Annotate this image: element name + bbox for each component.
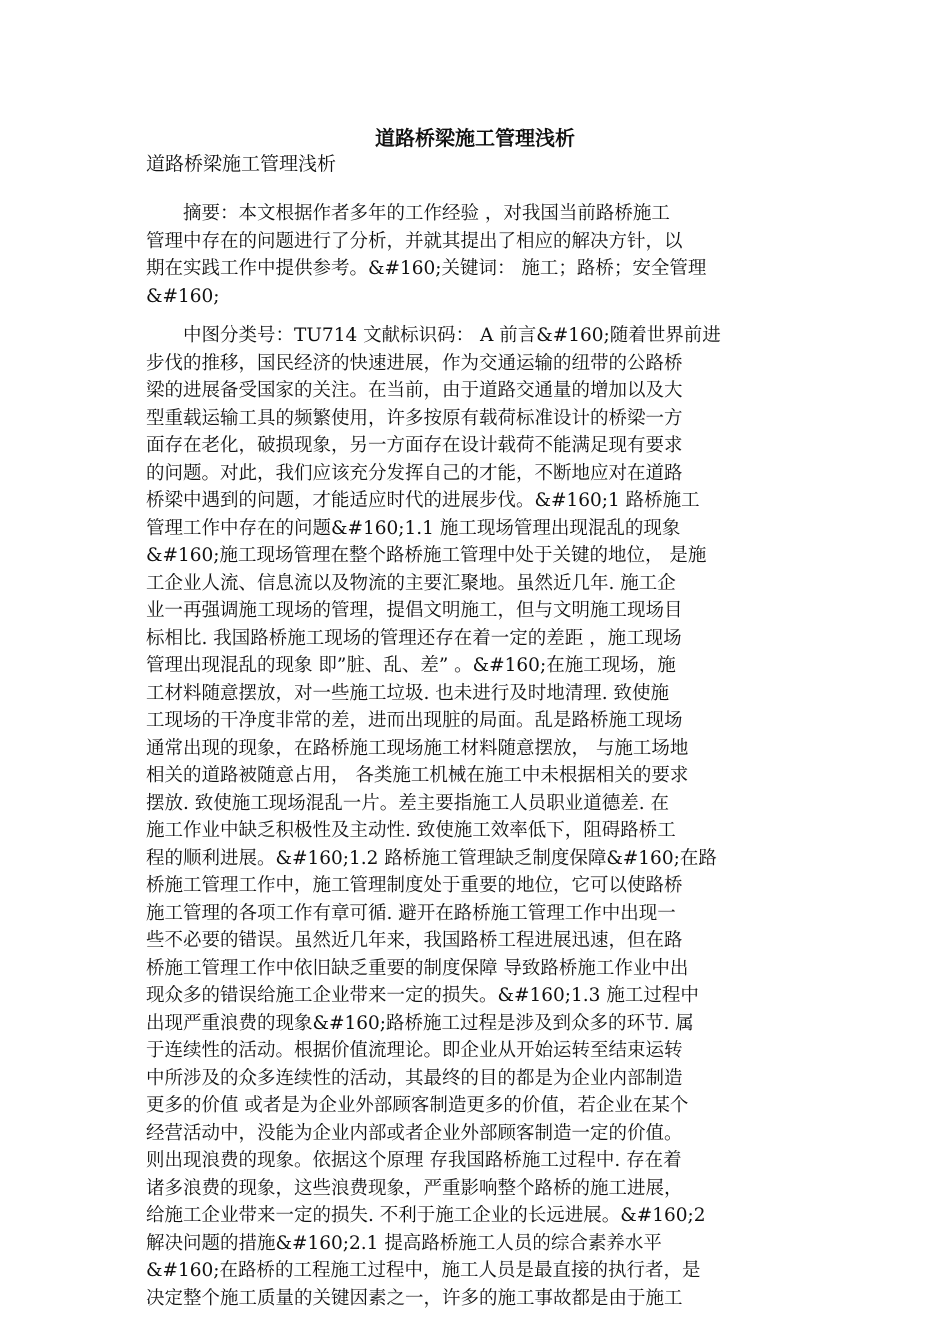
text-line: 施工管理的各项工作有章可循. 避开在路桥施工管理工作中出现一 (146, 902, 676, 924)
text-line: 桥施工管理工作中依旧缺乏重要的制度保障 导致路桥施工作业中出 (146, 957, 689, 979)
text-line: 相关的道路被随意占用， 各类施工机械在施工中未根据相关的要求 (146, 765, 689, 786)
text-line: 业一再强调施工现场的管理，提倡文明施工，但与文明施工现场目 (146, 600, 683, 621)
text-line: 出现严重浪费的现象&#160;路桥施工过程是涉及到众多的环节. 属 (146, 1012, 694, 1034)
text-line: 解决问题的措施&#160;2.1 提高路桥施工人员的综合素养水平 (146, 1232, 662, 1254)
text-line: 经营活动中，没能为企业内部或者企业外部顾客制造一定的价值。 (146, 1122, 683, 1144)
body-paragraph (146, 322, 816, 1312)
text-line: 管理工作中存在的问题&#160;1.1 施工现场管理出现混乱的现象 (146, 517, 681, 539)
text-line: 现众多的错误给施工企业带来一定的损失。&#160;1.3 施工过程中 (146, 985, 699, 1006)
text-line: 步伐的推移，国民经济的快速进展，作为交通运输的纽带的公路桥 (146, 352, 683, 374)
text-line: 面存在老化，破损现象，另一方面存在设计载荷不能满足现有要求 (146, 435, 683, 456)
text-line: 摆放. 致使施工现场混乱一片。差主要指施工人员职业道德差. 在 (146, 792, 670, 814)
text-line: 更多的价值 或者是为企业外部顾客制造更多的价值，若企业在某个 (146, 1095, 689, 1116)
text-line: 诸多浪费的现象，这些浪费现象，严重影响整个路桥的施工进展， (146, 1177, 683, 1199)
text-line: 管理出现混乱的现象 即”脏、乱、差” 。&#160;在施工现场，施 (146, 655, 676, 676)
text-line: &#160;在路桥的工程施工过程中，施工人员是最直接的执行者，是 (146, 1260, 701, 1281)
text-line: 施工作业中缺乏积极性及主动性. 致使施工效率低下，阻碍路桥工 (146, 820, 676, 841)
text-line: 期在实践工作中提供参考。&#160;关键词： 施工；路桥；安全管理 (146, 258, 707, 279)
text-line: 管理中存在的问题进行了分析，并就其提出了相应的解决方针，以 (146, 230, 683, 252)
text-line: 梁的进展备受国家的关注。在当前，由于道路交通量的增加以及大 (146, 380, 683, 401)
text-line: 摘要：本文根据作者多年的工作经验 ，对我国当前路桥施工 (146, 203, 670, 224)
text-line: 的问题。对此，我们应该充分发挥自己的才能，不断地应对在道路 (146, 462, 683, 484)
text-line: 中所涉及的众多连续性的活动，其最终的目的都是为企业内部制造 (146, 1067, 683, 1089)
text-line: &#160;施工现场管理在整个路桥施工管理中处于关键的地位， 是施 (146, 545, 707, 566)
text-line: 桥施工管理工作中，施工管理制度处于重要的地位，它可以使路桥 (146, 875, 683, 896)
text-line: 桥梁中遇到的问题，才能适应时代的进展步伐。&#160;1 路桥施工 (146, 490, 700, 511)
text-line: 于连续性的活动。根据价值流理论。即企业从开始运转至结束运转 (146, 1040, 683, 1061)
text-line: 型重载运输工具的频繁使用，许多按原有载荷标准设计的桥梁一方 (146, 407, 683, 429)
text-line: 则出现浪费的现象。依据这个原理 存我国路桥施工过程中. 存在着 (146, 1150, 682, 1171)
text-line: 给施工企业带来一定的损失. 不利于施工企业的长远进展。&#160;2 (146, 1205, 706, 1226)
text-line: 通常出现的现象，在路桥施工现场施工材料随意摆放， 与施工场地 (146, 737, 689, 759)
text-line: 工材料随意摆放，对一些施工垃圾. 也未进行及时地清理. 致使施 (146, 682, 670, 704)
text-line: 工现场的干净度非常的差，进而出现脏的局面。乱是路桥施工现场 (146, 710, 683, 731)
document-subtitle: 道路桥梁施工管理浅析 (146, 153, 337, 175)
text-line: 中图分类号：TU714 文献标识码： A 前言&#160;随着世界前进 (146, 325, 721, 346)
abstract-paragraph (146, 200, 816, 310)
text-line: &#160; (146, 285, 220, 307)
text-line: 决定整个施工质量的关键因素之一，许多的施工事故都是由于施工 (146, 1287, 683, 1309)
text-line: 标相比. 我国路桥施工现场的管理还存在着一定的差距 ，施工现场 (146, 627, 682, 649)
text-line: 些不必要的错误。虽然近几年来，我国路桥工程进展迅速，但在路 (146, 930, 683, 951)
document-title: 道路桥梁施工管理浅析 (375, 126, 575, 150)
text-line: 程的顺利进展。&#160;1.2 路桥施工管理缺乏制度保障&#160;在路 (146, 847, 717, 869)
text-line: 工企业人流、信息流以及物流的主要汇聚地。虽然近几年. 施工企 (146, 572, 676, 594)
